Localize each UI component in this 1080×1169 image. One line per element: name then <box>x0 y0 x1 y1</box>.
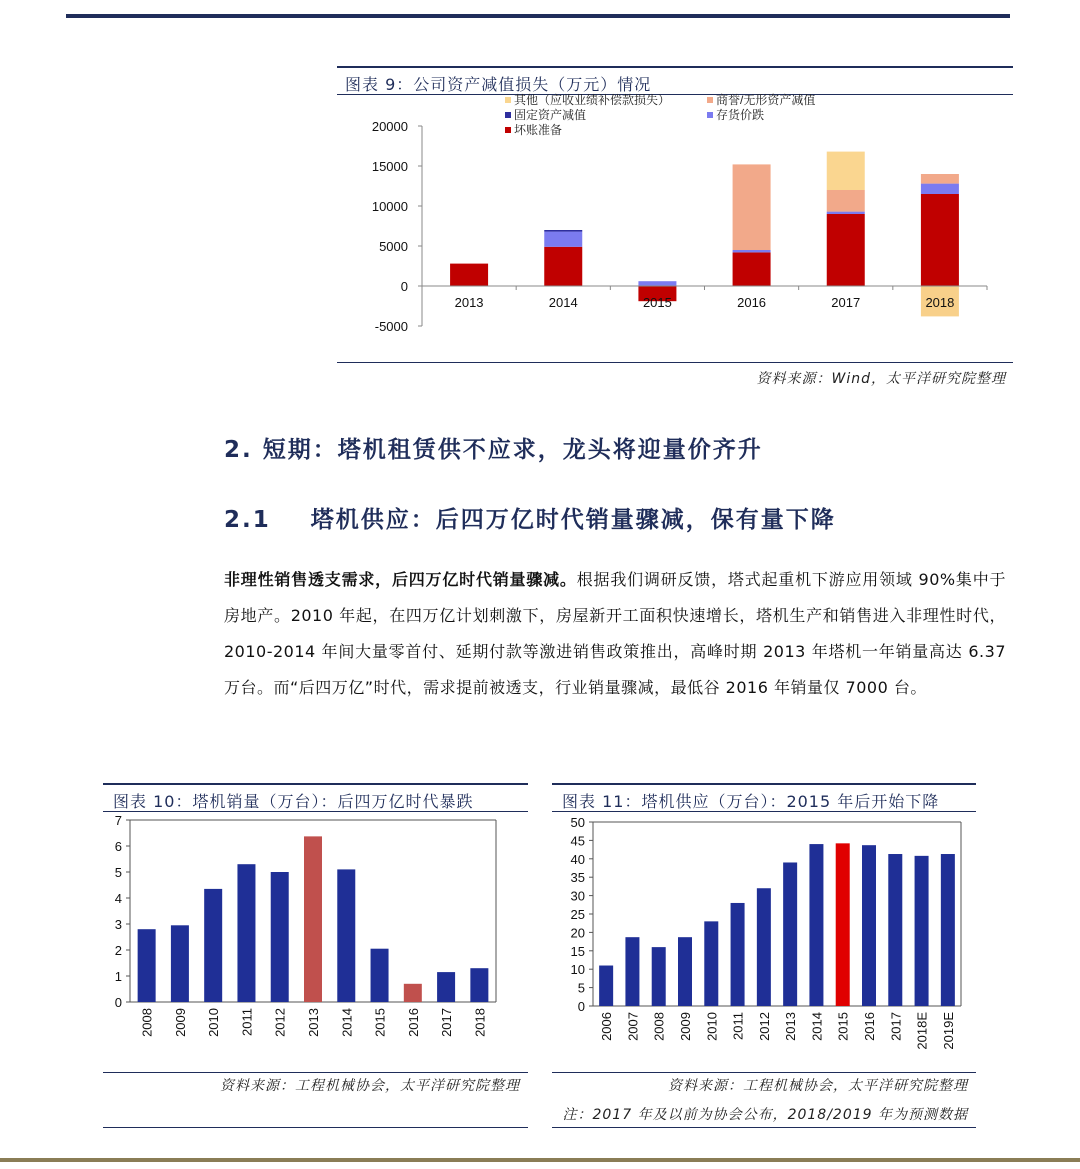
bar <box>757 888 771 1006</box>
x-tick-label: 2009 <box>678 1012 693 1041</box>
y-tick-label: 10000 <box>371 199 408 214</box>
y-tick-label: 45 <box>570 833 585 849</box>
y-tick-label: 6 <box>114 839 122 854</box>
y-tick-label: 7 <box>114 813 122 828</box>
bar <box>304 836 322 1002</box>
bar <box>941 854 955 1006</box>
y-tick-label: 30 <box>570 888 585 904</box>
x-tick-label: 2017 <box>888 1012 904 1041</box>
fig10-source: 资料来源：工程机械协会，太平洋研究院整理 <box>220 1078 520 1094</box>
x-tick-label: 2016 <box>862 1012 877 1041</box>
bar-segment <box>544 247 582 286</box>
y-tick-label: 0 <box>114 995 122 1010</box>
bar <box>237 864 255 1002</box>
bar <box>138 929 156 1002</box>
legend-label: 固定资产减值 <box>514 108 587 122</box>
y-tick-label: 5 <box>577 980 585 996</box>
x-tick-label: 2017 <box>439 1008 455 1037</box>
legend-swatch <box>707 97 713 103</box>
bar <box>915 856 929 1006</box>
fig11-chart <box>552 811 976 1069</box>
x-tick-label: 2014 <box>339 1008 355 1037</box>
bar-segment <box>827 214 865 286</box>
bar <box>204 889 222 1002</box>
fig11-title-bar <box>552 783 976 812</box>
bar <box>625 937 639 1006</box>
fig11-end-line <box>552 1127 976 1128</box>
fig9-title: 图表 9：公司资产减值损失（万元）情况 <box>345 75 652 94</box>
bar-segment <box>733 164 771 250</box>
fig10-title-bar <box>103 783 528 812</box>
y-tick-label: 20000 <box>371 119 408 134</box>
x-tick-label: 2007 <box>625 1012 641 1041</box>
bar <box>704 921 718 1006</box>
y-tick-label: 5000 <box>379 239 408 254</box>
fig10-title: 图表 10：塔机销量（万台）：后四万亿时代暴跌 <box>113 792 474 811</box>
bar-segment <box>921 174 959 184</box>
x-tick-label: 2018 <box>472 1008 488 1037</box>
x-tick-label: 2012 <box>272 1008 288 1037</box>
x-tick-label: 2015 <box>642 295 672 310</box>
x-tick-label: 2014 <box>809 1012 825 1041</box>
y-tick-label: 40 <box>570 851 585 867</box>
x-tick-label: 2012 <box>756 1012 772 1041</box>
legend-label: 存货价跌 <box>716 108 765 122</box>
bar-segment <box>827 190 865 212</box>
fig9-title-bar <box>337 66 1013 95</box>
bar <box>836 843 850 1006</box>
x-tick-label: 2011 <box>239 1008 255 1036</box>
legend-swatch <box>505 97 511 103</box>
y-tick-label: -5000 <box>374 319 408 334</box>
bar <box>171 925 189 1002</box>
bar-segment <box>544 230 582 232</box>
bar-segment <box>733 252 771 286</box>
x-tick-label: 2013 <box>454 295 484 310</box>
subsection-heading: 2.1 塔机供应：后四万亿时代销量骤减，保有量下降 <box>224 507 836 533</box>
legend-label: 商誉/无形资产减值 <box>716 93 816 107</box>
section-heading: 2. 短期：塔机租赁供不应求，龙头将迎量价齐升 <box>224 437 763 463</box>
x-tick-label: 2018E <box>914 1012 930 1050</box>
bar-segment <box>921 194 959 286</box>
y-tick-label: 3 <box>114 917 122 932</box>
y-tick-label: 15000 <box>371 159 408 174</box>
bar <box>652 947 666 1006</box>
y-tick-label: 4 <box>114 891 122 906</box>
bar <box>678 937 692 1006</box>
x-tick-label: 2010 <box>704 1012 720 1041</box>
x-tick-label: 2015 <box>835 1012 851 1041</box>
fig11-source: 资料来源：工程机械协会，太平洋研究院整理 <box>668 1078 968 1094</box>
bar <box>337 869 355 1002</box>
x-tick-label: 2019E <box>940 1012 956 1050</box>
bar <box>809 844 823 1006</box>
bottom-rule <box>0 1158 1080 1162</box>
x-tick-label: 2008 <box>651 1012 667 1041</box>
paragraph-lead: 非理性销售透支需求，后四万亿时代销量骤减。 <box>224 570 577 589</box>
x-tick-label: 2006 <box>599 1012 615 1041</box>
legend-label: 其他（应收业绩补偿款损失） <box>514 93 671 107</box>
y-tick-label: 35 <box>570 870 585 886</box>
body-paragraph <box>224 562 1006 706</box>
x-tick-label: 2010 <box>206 1008 222 1037</box>
fig9-bottom-line <box>337 362 1013 363</box>
x-tick-label: 2018 <box>925 295 955 310</box>
bar-segment <box>733 250 771 252</box>
bar-segment <box>921 184 959 194</box>
y-tick-label: 10 <box>570 962 585 978</box>
y-tick-label: 15 <box>570 943 585 959</box>
bar-segment <box>827 152 865 190</box>
fig10-end-line <box>103 1127 528 1128</box>
x-tick-label: 2013 <box>306 1008 321 1037</box>
x-tick-label: 2015 <box>372 1008 388 1037</box>
y-tick-label: 2 <box>114 943 122 958</box>
bar <box>470 968 488 1002</box>
y-tick-label: 50 <box>570 815 585 830</box>
fig11-bottom-line <box>552 1072 976 1073</box>
bar <box>404 984 422 1002</box>
paragraph-body: 根据我们调研反馈，塔式起重机下游应用领域 90%集中于房地产。2010 年起，在四万亿计划刺激下，房屋新开工面积快速增长，塔机生产和销售进入非理性时代，2010-2014 年间大量零首付、延期付款等激进销售政策推出，高峰时期 2013 年塔机一年销量高达 6.37 万台。而“后四万亿”时代，需求提前被透支，行业销量骤减，最低谷 2016 年销量仅 7000 台。 <box>224 570 1006 697</box>
bar-segment <box>638 281 676 286</box>
fig9-chart <box>337 92 1013 354</box>
bar-segment <box>450 264 488 286</box>
bar <box>888 854 902 1006</box>
fig11-title: 图表 11：塔机供应（万台）：2015 年后开始下降 <box>562 792 940 811</box>
bar <box>783 862 797 1006</box>
y-tick-label: 25 <box>570 907 585 922</box>
legend-swatch <box>505 112 511 118</box>
fig10-bottom-line <box>103 1072 528 1073</box>
x-tick-label: 2011 <box>730 1012 746 1040</box>
legend-label: 坏账准备 <box>514 123 563 137</box>
bar-segment <box>544 232 582 247</box>
top-rule <box>66 14 1010 18</box>
fig9-source: 资料来源：Wind，太平洋研究院整理 <box>756 371 1006 387</box>
x-tick-label: 2009 <box>172 1008 188 1037</box>
bar <box>371 949 389 1002</box>
fig10-chart <box>103 811 528 1069</box>
x-tick-label: 2017 <box>831 295 861 310</box>
x-tick-label: 2016 <box>405 1008 421 1037</box>
y-tick-label: 0 <box>400 279 408 294</box>
y-tick-label: 5 <box>114 865 122 880</box>
bar <box>271 872 289 1002</box>
bar-segment <box>827 212 865 214</box>
legend-swatch <box>505 127 511 133</box>
y-tick-label: 20 <box>570 925 585 941</box>
bar <box>599 966 613 1006</box>
bar <box>862 845 876 1006</box>
bar <box>731 903 745 1006</box>
x-tick-label: 2014 <box>548 295 578 310</box>
legend-swatch <box>707 112 713 118</box>
y-tick-label: 0 <box>577 999 585 1014</box>
y-tick-label: 1 <box>114 969 122 984</box>
x-tick-label: 2016 <box>737 295 767 310</box>
x-tick-label: 2013 <box>783 1012 799 1041</box>
x-tick-label: 2008 <box>139 1008 155 1037</box>
fig11-note: 注：2017 年及以前为协会公布，2018/2019 年为预测数据 <box>562 1107 968 1123</box>
bar <box>437 972 455 1002</box>
